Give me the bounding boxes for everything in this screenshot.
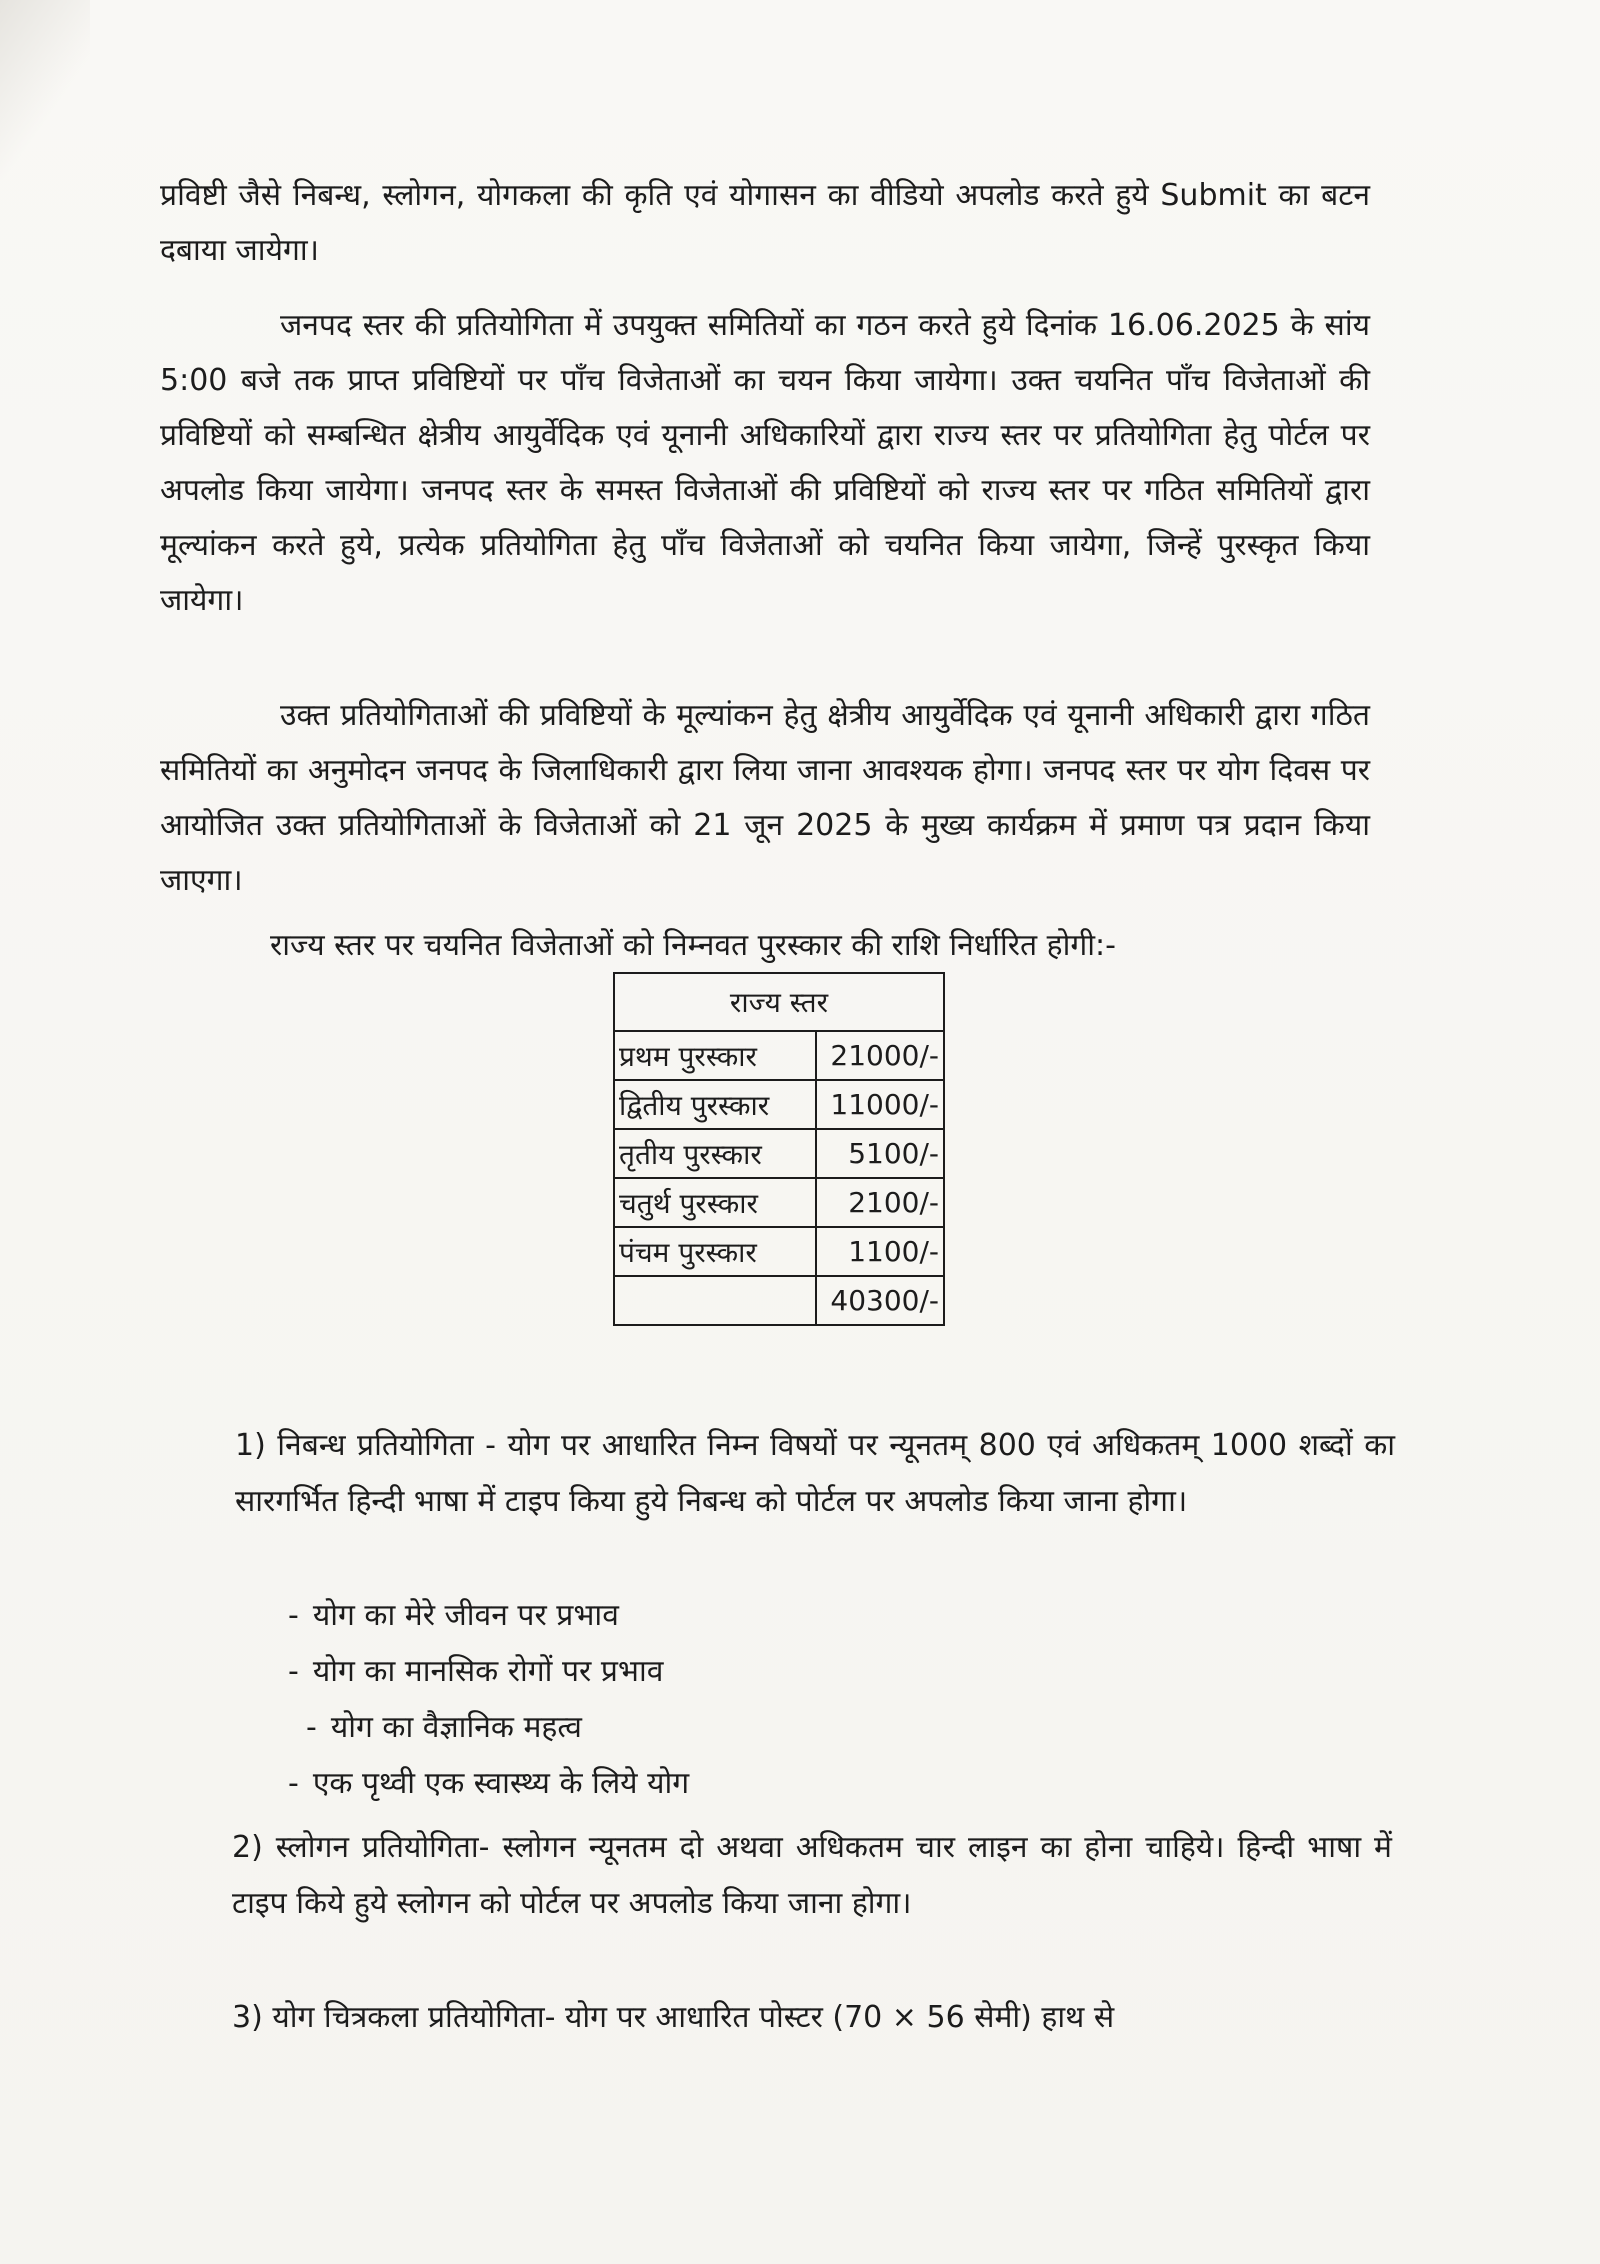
prize-total-amount: 40300/-: [816, 1276, 944, 1325]
prize-row: [614, 1031, 944, 1080]
slogan-competition-text: 2) स्लोगन प्रतियोगिता- स्लोगन न्यूनतम दो अथवा अधिकतम चार लाइन का होना चाहिये। हिन्दी भाषा में टाइप किये हुये स्लोगन को पोर्टल पर अपलोड किया जाना होगा।: [232, 1830, 1392, 1921]
essay-topic-item: [288, 1700, 689, 1756]
prize-table: [613, 972, 945, 1326]
essay-topic-item: [288, 1644, 689, 1700]
bullet-dash: -: [288, 1766, 299, 1801]
essay-topic-item: [288, 1588, 689, 1644]
prize-label: द्वितीय पुरस्कार: [614, 1080, 816, 1129]
bullet-dash: -: [306, 1710, 317, 1745]
page-corner-shadow: [0, 0, 90, 180]
bullet-dash: -: [288, 1654, 299, 1689]
essay-topic-text: योग का मेरे जीवन पर प्रभाव: [312, 1598, 619, 1633]
prize-amount: 21000/-: [816, 1031, 944, 1080]
essay-topic-text: योग का वैज्ञानिक महत्व: [330, 1710, 582, 1745]
prize-label: प्रथम पुरस्कार: [614, 1031, 816, 1080]
prize-row: [614, 1129, 944, 1178]
prize-intro-paragraph: राज्य स्तर पर चयनित विजेताओं को निम्नवत पुरस्कार की राशि निर्धारित होगी:-: [270, 928, 1116, 963]
essay-topic-list: [288, 1588, 689, 1812]
prize-row: [614, 1227, 944, 1276]
prize-row: [614, 1178, 944, 1227]
painting-competition-text: 3) योग चित्रकला प्रतियोगिता- योग पर आधारित पोस्टर (70 × 56 सेमी) हाथ से: [232, 2000, 1115, 2035]
prize-amount: 2100/-: [816, 1178, 944, 1227]
prize-amount: 1100/-: [816, 1227, 944, 1276]
prize-table-header: राज्य स्तर: [614, 973, 944, 1031]
prize-label: चतुर्थ पुरस्कार: [614, 1178, 816, 1227]
essay-topic-text: योग का मानसिक रोगों पर प्रभाव: [312, 1654, 664, 1689]
approval-paragraph: उक्त प्रतियोगिताओं की प्रविष्टियों के मूल्यांकन हेतु क्षेत्रीय आयुर्वेदिक एवं यूनानी अधिकारी द्वारा गठित समितियों का अनुमोदन जनपद के जिलाधिकारी द्वारा लिया जाना आवश्यक होगा। जनपद स्तर पर योग दिवस पर आयोजित उक्त प्रतियोगिताओं के विजेताओं को 21 जून 2025 के मुख्य कार्यक्रम में प्रमाण पत्र प्रदान किया जाएगा।: [160, 698, 1370, 898]
bullet-dash: -: [288, 1598, 299, 1633]
intro-paragraph: प्रविष्टी जैसे निबन्ध, स्लोगन, योगकला की कृति एवं योगासन का वीडियो अपलोड करते हुये Submit का बटन दबाया जायेगा।: [160, 178, 1370, 268]
prize-label: तृतीय पुरस्कार: [614, 1129, 816, 1178]
district-level-paragraph: जनपद स्तर की प्रतियोगिता में उपयुक्त समितियों का गठन करते हुये दिनांक 16.06.2025 के सांय 5:00 बजे तक प्राप्त प्रविष्टियों पर पाँच विजेताओं का चयन किया जायेगा। उक्त चयनित पाँच विजेताओं की प्रविष्टियों को सम्बन्धित क्षेत्रीय आयुर्वेदिक एवं यूनानी अधिकारियों द्वारा राज्य स्तर पर प्रतियोगिता हेतु पोर्टल पर अपलोड किया जायेगा। जनपद स्तर के समस्त विजेताओं की प्रविष्टियों को राज्य स्तर पर गठित समितियों द्वारा मूल्यांकन करते हुये, प्रत्येक प्रतियोगिता हेतु पाँच विजेताओं को चयनित किया जायेगा, जिन्हें पुरस्कृत किया जायेगा।: [160, 308, 1370, 618]
prize-table-header-row: [614, 973, 944, 1031]
prize-amount: 5100/-: [816, 1129, 944, 1178]
essay-topic-text: एक पृथ्वी एक स्वास्थ्य के लिये योग: [312, 1766, 690, 1801]
prize-row: [614, 1080, 944, 1129]
prize-total-row: [614, 1276, 944, 1325]
prize-label: पंचम पुरस्कार: [614, 1227, 816, 1276]
essay-topic-item: [288, 1756, 689, 1812]
prize-total-label: [614, 1276, 816, 1325]
prize-amount: 11000/-: [816, 1080, 944, 1129]
essay-competition-text: 1) निबन्ध प्रतियोगिता - योग पर आधारित निम्न विषयों पर न्यूनतम् 800 एवं अधिकतम् 1000 शब्दों का सारगर्भित हिन्दी भाषा में टाइप किया हुये निबन्ध को पोर्टल पर अपलोड किया जाना होगा।: [235, 1428, 1395, 1519]
